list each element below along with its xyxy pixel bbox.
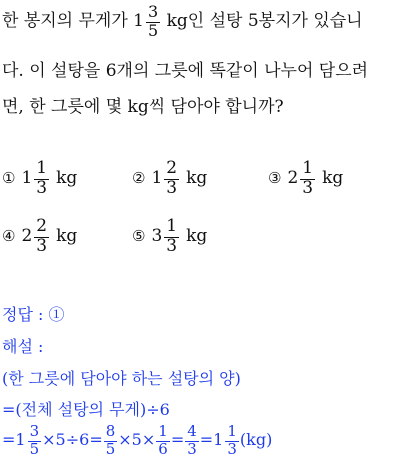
option-3[interactable]: ③ 2 $\frac{1}{3}$ kg: [268, 158, 344, 198]
calc-fraction-d: $\frac{4}{3}$: [187, 422, 197, 458]
calculation-line: =1 $\frac{3}{5}$ ×5÷6= $\frac{8}{5}$ ×5× $\frac{1}{6}$ = $\frac{4}{3}$ =1 $\frac{1}{3}$ (kg): [2, 422, 273, 458]
calc-fraction-b: $\frac{8}{5}$: [105, 422, 116, 458]
question-line-3: 면, 한 그릇에 몇 kg씩 담아야 합니까?: [2, 97, 284, 117]
calc-fraction-e: $\frac{1}{3}$: [227, 422, 237, 458]
calc-fraction-a: $\frac{3}{5}$: [29, 422, 40, 458]
option-marker: ⑤: [132, 227, 146, 245]
explanation-line-2: =(전체 설탕의 무게)÷6: [2, 400, 170, 419]
question-text-before: 한 봉지의 무게가: [2, 11, 128, 31]
option-marker: ④: [2, 227, 16, 245]
option-4[interactable]: ④ 2 $\frac{2}{3}$ kg: [2, 216, 78, 256]
explanation-label: 해설 :: [2, 337, 44, 356]
option-marker: ①: [2, 169, 16, 187]
weight-fraction: $\frac{3}{5}$: [148, 2, 159, 40]
weight-mixed-number: 1 $\frac{3}{5}$: [133, 2, 159, 40]
option-2[interactable]: ② 1 $\frac{2}{3}$ kg: [132, 158, 208, 198]
question-line-2: 다. 이 설탕을 6개의 그릇에 똑같이 나누어 담으려: [2, 61, 369, 81]
explanation-line-1: (한 그릇에 담아야 하는 설탕의 양): [2, 369, 241, 388]
question-line-1: [2, 4, 363, 39]
option-marker: ②: [132, 169, 146, 187]
option-5[interactable]: ⑤ 3 $\frac{1}{3}$ kg: [132, 216, 208, 256]
option-1[interactable]: ① 1 $\frac{1}{3}$ kg: [2, 158, 78, 198]
calc-fraction-c: $\frac{1}{6}$: [158, 422, 168, 458]
option-marker: ③: [268, 169, 282, 187]
question-text-after: kg인 설탕 5봉지가 있습니: [166, 11, 363, 31]
answer-line: 정답 : ①: [2, 305, 65, 324]
